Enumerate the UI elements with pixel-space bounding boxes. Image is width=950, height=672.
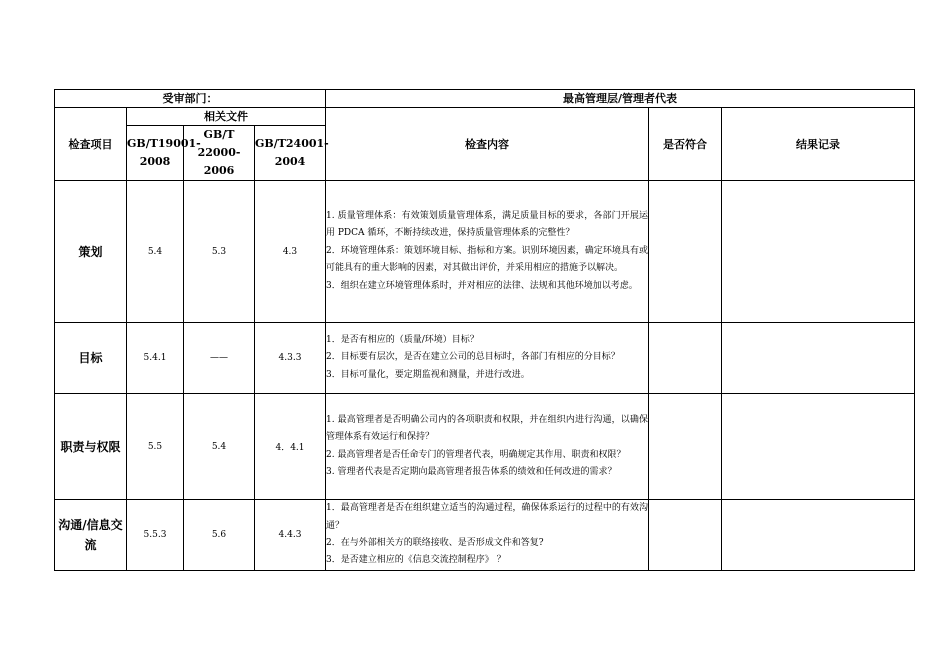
content-line: 2．环境管理体系：策划环境目标、指标和方案。识别环境因素，确定环境具有或可能具有的重大影响的因素，对其做出评价，并采用相应的措施予以解决。 — [326, 245, 648, 274]
standard-gb-t24001-header: GB/T24001-2004 — [255, 126, 326, 181]
content-line: 3．目标可量化，要定期监视和测量，并进行改进。 — [326, 369, 530, 380]
clause-gb-t24001: 4．4.1 — [255, 394, 326, 500]
clause-gb-t19001: 5.4 — [127, 181, 184, 323]
result-record-cell[interactable] — [722, 394, 915, 500]
column-header-content: 检查内容 — [326, 108, 649, 181]
clause-gb-t22000: 5.6 — [184, 500, 255, 571]
table-row — [55, 181, 915, 323]
column-header-item: 检查项目 — [55, 108, 127, 181]
clause-gb-t24001: 4.3 — [255, 181, 326, 323]
clause-gb-t24001: 4.4.3 — [255, 500, 326, 571]
management-representative-label: 最高管理层/管理者代表 — [326, 90, 915, 108]
table-row — [55, 323, 915, 394]
check-content — [326, 323, 649, 394]
check-item: 策划 — [55, 181, 127, 323]
table-row — [55, 394, 915, 500]
clause-gb-t19001: 5.5.3 — [127, 500, 184, 571]
clause-gb-t22000: 5.3 — [184, 181, 255, 323]
content-line: 1．是否有相应的（质量/环境）目标？ — [326, 334, 479, 345]
clause-gb-t22000: 5.4 — [184, 394, 255, 500]
check-item: 沟通/信息交流 — [55, 500, 127, 571]
result-record-cell[interactable] — [722, 500, 915, 571]
conformity-cell[interactable] — [649, 500, 722, 571]
content-line: 3．组织在建立环境管理体系时，并对相应的法律、法规和其他环境加以考虑。 — [326, 280, 638, 291]
conformity-cell[interactable] — [649, 181, 722, 323]
column-header-conformity: 是否符合 — [649, 108, 722, 181]
clause-gb-t24001: 4.3.3 — [255, 323, 326, 394]
check-item: 目标 — [55, 323, 127, 394]
result-record-cell[interactable] — [722, 323, 915, 394]
audited-department-label: 受审部门： — [55, 90, 326, 108]
clause-gb-t19001: 5.5 — [127, 394, 184, 500]
content-line: 1．最高管理者是否在组织建立适当的沟通过程，确保体系运行的过程中的有效沟通？ — [326, 503, 648, 531]
conformity-cell[interactable] — [649, 323, 722, 394]
content-line: 3．是否建立相应的《信息交流控制程序》 ？ — [326, 555, 506, 566]
table-row — [55, 500, 915, 571]
content-line: 2. 最高管理者是否任命专门的管理者代表，明确规定其作用、职责和权限？ — [326, 449, 626, 460]
check-content — [326, 181, 649, 323]
standard-gb-t19001-header: GB/T19001-2008 — [127, 126, 184, 181]
check-content — [326, 394, 649, 500]
content-line: 2．目标要有层次，是否在建立公司的总目标时，各部门有相应的分目标？ — [326, 352, 620, 363]
clause-gb-t22000: —— — [184, 323, 255, 394]
check-content — [326, 500, 649, 571]
standard-gb-t22000-header: GB/T 22000-2006 — [184, 126, 255, 181]
check-item: 职责与权限 — [55, 394, 127, 500]
audit-checklist-table — [54, 89, 915, 571]
content-line: 1. 最高管理者是否明确公司内的各项职责和权限，并在组织内进行沟通，以确保管理体系有效运行和保持？ — [326, 414, 648, 443]
content-line: 2．在与外部相关方的联络接收、是否形成文件和答复? — [326, 538, 544, 548]
related-documents-header: 相关文件 — [127, 108, 326, 126]
clause-gb-t19001: 5.4.1 — [127, 323, 184, 394]
content-line: 1. 质量管理体系：有效策划质量管理体系，满足质量目标的要求，各部门开展运用 PDCA 循环，不断持续改进，保持质量管理体系的完整性？ — [326, 210, 648, 239]
result-record-cell[interactable] — [722, 181, 915, 323]
column-header-result: 结果记录 — [722, 108, 915, 181]
content-line: 3. 管理者代表是否定期向最高管理者报告体系的绩效和任何改进的需求？ — [326, 466, 617, 477]
conformity-cell[interactable] — [649, 394, 722, 500]
